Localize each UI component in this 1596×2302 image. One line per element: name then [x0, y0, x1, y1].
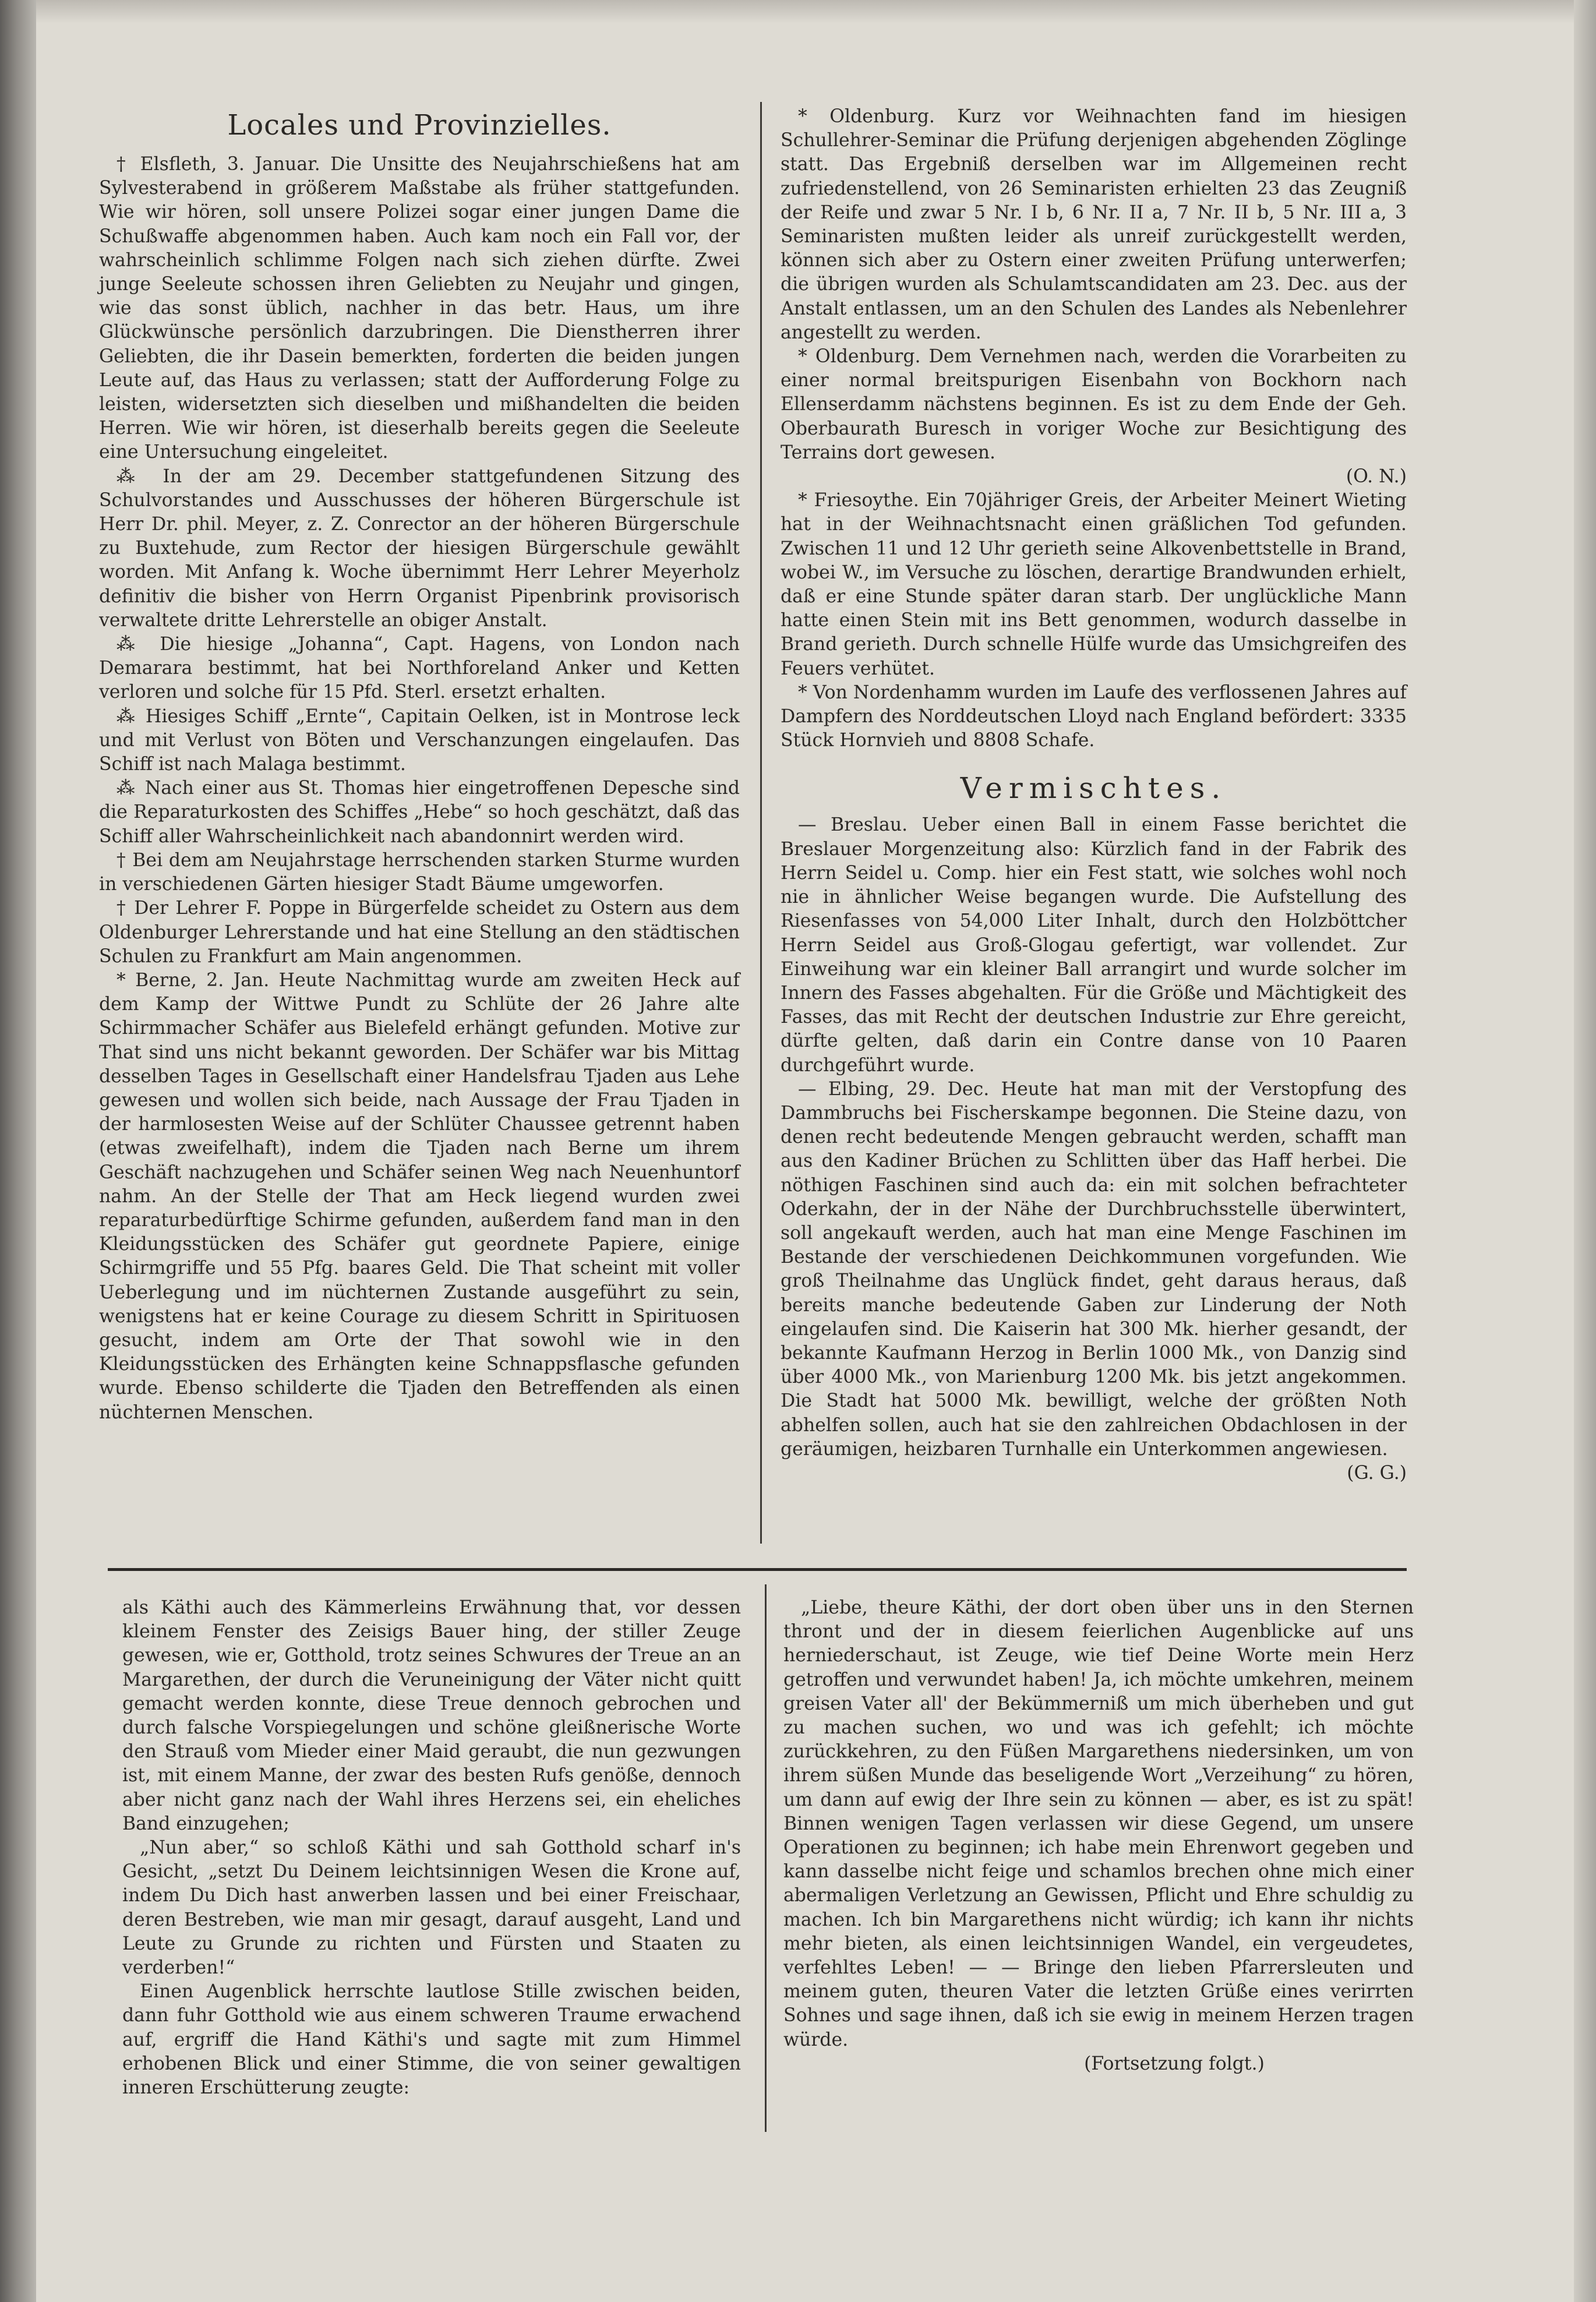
feuilleton-left-column — [122, 1596, 741, 2100]
section-heading-miscellaneous: Vermischtes. — [960, 771, 1227, 806]
regional-news-column — [781, 105, 1407, 1485]
news-item: * Friesoythe. Ein 70jähriger Greis, der Arbeiter Meinert Wieting hat in der Weihnachtsnacht einen gräßlichen Tod gefunden. Zwischen 11 und 12 Uhr gerieth seine Alkovenbettstelle in Brand, wobei W., im Versuche zu löschen, derartige Brandwunden erhielt, daß er eine Stunde später daran starb. Der unglückliche Mann hatte einen Stein mit ins Bett genommen, wodurch dasselbe in Brand gerieth. Durch schnelle Hülfe wurde das Umsichgreifen des Feuers verhütet. — [781, 490, 1407, 679]
novel-paragraph: als Käthi auch des Kämmerleins Erwähnung that, vor dessen kleinem Fenster des Zeisigs Bauer hing, der stiller Zeuge gewesen, wie er, Gotthold, trotz seines Schwures der Treue an an Margarethen, der durch die Veruneinigung der Väter nicht quitt gemacht werden konnte, diese Treue dennoch gebrochen und durch falsche Vorspiegelungen und schöne gleißnerische Worte den Strauß vom Mieder einer Maid geraubt, die nun gezwungen ist, mit einem Manne, der zwar des besten Rufs genöße, dennoch aber nicht ganz nach der Wahl ihres Herzens sei, ein eheliches Band einzugehen; — [122, 1597, 741, 1834]
news-item: ⁂ Die hiesige „Johanna“, Capt. Hagens, von London nach Demarara bestimmt, hat bei Northforeland Anker und Ketten verloren und solche für 15 Pfd. Sterl. ersetzt erhalten. — [99, 634, 740, 703]
news-item — [781, 1078, 1407, 1485]
news-item: ⁂ In der am 29. December stattgefundenen Sitzung des Schulvorstandes und Ausschusses der höheren Bürgerschule ist Herr Dr. phil. Meyer, z. Z. Conrector an der höheren Bürgerschule zu Buxtehude, zum Rector der hiesigen Bürgerschule gewählt worden. Mit Anfang k. Woche übernimmt Herr Lehrer Meyerholz definitiv die bisher von Herrn Organist Pipenbrink provisorisch verwaltete dritte Lehrerstelle an obiger Anstalt. — [99, 465, 740, 631]
news-item: ⁂ Hiesiges Schiff „Ernte“, Capitain Oelken, ist in Montrose leck und mit Verlust von Böten und Verschanzungen eingelaufen. Das Schiff ist nach Malaga bestimmt. — [99, 705, 740, 775]
source-note: (O. N.) — [1346, 466, 1407, 488]
news-item-text: — Elbing, 29. Dec. Heute hat man mit der Verstopfung des Dammbruchs bei Fischerskampe begonnen. Die Steine dazu, von denen recht bedeutende Mengen gebraucht werden, schafft man aus den Kadiner Brüchen zu Schlitten über das Haff herbei. Die nöthigen Faschinen sind auch da: ein mit solchen befrachteter Oderkahn, der in der Nähe der Durchbruchsstelle überwintert, soll angekauft werden, auch hat man eine Menge Faschinen im Bestande der verschiedenen Deichkommunen vorgefunden. Wie groß Theilnahme das Unglück findet, geht daraus heraus, daß bereits manche bedeutende Gaben zur Linderung der Noth eingelaufen sind. Die Kaiserin hat 300 Mk. hierher gesandt, der bekannte Kaufmann Herzog in Berlin 1000 Mk., von Danzig sind über 4000 Mk., von Marienburg 1200 Mk. bis jetzt angekommen. Die Stadt hat 5000 Mk. bewilligt, welche der größten Noth abhelfen sollen, auch hat sie den zahlreichen Obdachlosen in der geräumigen, heizbaren Turnhalle ein Unterkommen angewiesen. — [781, 1078, 1407, 1460]
news-item: * Oldenburg. Kurz vor Weihnachten fand im hiesigen Schullehrer-Seminar die Prüfung derjenigen abgehenden Zöglinge statt. Das Ergebniß derselben war im Allgemeinen recht zufriedenstellend, von 26 Seminaristen erhielten 23 das Zeugniß der Reife und zwar 5 Nr. I b, 6 Nr. II a, 7 Nr. II b, 5 Nr. III a, 3 Seminaristen mußten leider als unreif zurückgestellt werden, können sich aber zu Ostern einer zweiten Prüfung unterwerfen; die übrigen wurden als Schulamtscandidaten am 23. Dec. aus der Anstalt entlassen, um an den Schulen des Landes als Nebenlehrer angestellt zu werden. — [781, 106, 1407, 343]
news-item-text: * Oldenburg. Dem Vernehmen nach, werden die Vorarbeiten zu einer normal breitspurigen Eisenbahn von Bockhorn nach Ellenserdamm nächstens beginnen. Es ist zu dem Ende der Geh. Oberbaurath Buresch in voriger Woche zur Besichtigung des Terrains dort gewesen. — [781, 346, 1407, 463]
continuation-note: (Fortsetzung folgt.) — [1084, 2053, 1265, 2074]
novel-paragraph: „Nun aber,“ so schloß Käthi und sah Gotthold scharf in's Gesicht, „setzt Du Deinem leichtsinnigen Wesen die Krone auf, indem Du Dich hast anwerben lassen und bei einer Freischaar, deren Bestreben, wie man mir gesagt, darauf ausgeht, Land und Leute zu Grunde zu richten und Fürsten und Staaten zu verderben!“ — [122, 1837, 741, 1979]
page-right-edge — [1574, 0, 1596, 2302]
source-note: (G. G.) — [1347, 1462, 1407, 1484]
novel-paragraph: „Liebe, theure Käthi, der dort oben über uns in den Sternen thront und der in diesem feierlichen Augenblicke auf uns herniederschaut, ist Zeuge, wie tief Deine Worte mein Herz getroffen und verwundet haben! Ja, ich möchte umkehren, meinem greisen Vater all' der Bekümmerniß um mich überheben und gut zu machen suchen, wo und was ich gefehlt; ich möchte zurückkehren, zu den Füßen Margarethens niedersinken, um von ihrem süßen Munde das beseligende Wort „Verzeihung“ zu hören, um dann auf ewig der Ihre sein zu können — aber, es ist zu spät! Binnen wenigen Tagen verlassen wir diese Gegend, um unsere Operationen zu beginnen; ich habe mein Ehrenwort gegeben und kann dasselbe nicht feige und schamlos brechen ohne mich einer abermaligen Verletzung an Gewissen, Pflicht und Ehre schuldig zu machen. Ich bin Margarethens nicht würdig; ich kann ihr nichts mehr bieten, als einen leichtsinnigen Wandel, ein vergeudetes, verfehltes Leben! — — Bringe den lieben Pfarrersleuten und meinem guten, theuren Vater die letzten Grüße eines verirrten Sohnes und sage ihnen, daß ich sie ewig in meinem Herzen tragen würde. — [783, 1597, 1414, 2050]
novel-paragraph: Einen Augenblick herrschte lautlose Stille zwischen beiden, dann fuhr Gotthold wie aus einem schweren Traume erwachend auf, ergriff die Hand Käthi's und sagte mit zum Himmel erhobenen Blick und einer Stimme, die von seiner gewaltigen inneren Erschütterung zeugte: — [122, 1981, 741, 2099]
feuilleton-divider — [108, 1568, 1407, 1571]
news-item: * Von Nordenhamm wurden im Laufe des verflossenen Jahres auf Dampfern des Norddeutschen Lloyd nach England befördert: 3335 Stück Hornvieh und 8808 Schafe. — [781, 682, 1407, 751]
news-item: † Elsfleth, 3. Januar. Die Unsitte des Neujahrschießens hat am Sylvesterabend in größerem Maßstabe als früher stattgefunden. Wie wir hören, soll unsere Polizei sogar einer jungen Dame die Schußwaffe abgenommen haben. Auch kam noch ein Fall vor, der wahrscheinlich schlimme Folgen nach sich ziehen dürfte. Zwei junge Seeleute schossen ihren Geliebten zu Neujahr und gingen, wie das sonst üblich, nachher in das betr. Haus, um ihre Glückwünsche persönlich darzubringen. Die Dienstherren ihrer Geliebten, die ihr Dasein bemerkten, forderten die beiden jungen Leute auf, das Haus zu verlassen; statt der Aufforderung Folge zu leisten, widersetzten sich dieselben und mißhandelten die beiden Herren. Wie wir hören, ist dieserhalb bereits gegen die Seeleute eine Untersuchung eingeleitet. — [99, 154, 740, 463]
news-item: — Breslau. Ueber einen Ball in einem Fasse berichtet die Breslauer Morgenzeitung also: Kürzlich fand in der Fabrik des Herrn Seidel u. Comp. hier ein Fest statt, wie solches wohl noch nie in ähnlicher Weise begangen wurde. Die Aufstellung des Riesenfasses von 54,000 Liter Inhalt, durch den Holzböttcher Herrn Seidel aus Groß-Glogau gefertigt, war vollendet. Zur Einweihung war ein kleiner Ball arrangirt und wurde solcher im Innern des Fasses abgehalten. Für die Größe und Mächtigkeit des Fasses, das mit Recht der deutschen Industrie zur Ehre gereicht, dürfte gelten, daß darin ein Contre danse von 10 Paaren durchgeführt wurde. — [781, 814, 1407, 1076]
feuilleton-column-divider — [765, 1584, 767, 2132]
section-heading-local: Locales und Provinzielles. — [227, 109, 612, 142]
news-item — [781, 345, 1407, 489]
page-top-edge — [36, 0, 1574, 23]
news-item: * Berne, 2. Jan. Heute Nachmittag wurde am zweiten Heck auf dem Kamp der Wittwe Pundt zu Schlüte der 26 Jahre alte Schirmmacher Schäfer aus Bielefeld erhängt gefunden. Motive zur That sind uns nicht bekannt geworden. Der Schäfer war bis Mittag desselben Tages in Gesellschaft einer Handelsfrau Tjaden aus Lehe gewesen und wollen sich beide, nach Aussage der Frau Tjaden in der harmlosesten Weise auf der Schlüter Chaussee getrennt haben (etwas zweifelhaft), indem die Tjaden nach Berne um ihrem Geschäft nachzugehen und Schäfer seinen Weg nach Neuenhuntorf nahm. An der Stelle der That am Heck liegend wurden zwei reparaturbedürftige Schirme gefunden, außerdem fand man in den Kleidungsstücken des Schäfer gut geordnete Papiere, einige Schirmgriffe und 55 Pfg. baares Geld. Die That scheint mit voller Ueberlegung und im nüchternen Zustande ausgeführt zu sein, wenigstens hat er keine Courage zu diesem Schritt in Spirituosen gesucht, indem am Orte der That sowohl wie in den Kleidungsstücken des Erhängten keine Schnappsflasche gefunden wurde. Ebenso schilderte die Tjaden den Betreffenden als einen nüchternen Menschen. — [99, 969, 740, 1423]
column-divider — [760, 102, 762, 1544]
page-binding-shadow — [0, 0, 36, 2302]
feuilleton-right-column — [783, 1596, 1414, 2076]
news-item: † Bei dem am Neujahrstage herrschenden starken Sturme wurden in verschiedenen Gärten hiesiger Stadt Bäume umgeworfen. — [99, 849, 740, 895]
local-news-column — [99, 105, 740, 1425]
news-item: ⁂ Nach einer aus St. Thomas hier eingetroffenen Depesche sind die Reparaturkosten des Schiffes „Hebe“ so hoch geschätzt, daß das Schiff aller Wahrscheinlichkeit nach abandonnirt werden wird. — [99, 778, 740, 847]
news-item: † Der Lehrer F. Poppe in Bürgerfelde scheidet zu Ostern aus dem Oldenburger Lehrerstande und hat eine Stellung an den städtischen Schulen zu Frankfurt am Main angenommen. — [99, 898, 740, 967]
